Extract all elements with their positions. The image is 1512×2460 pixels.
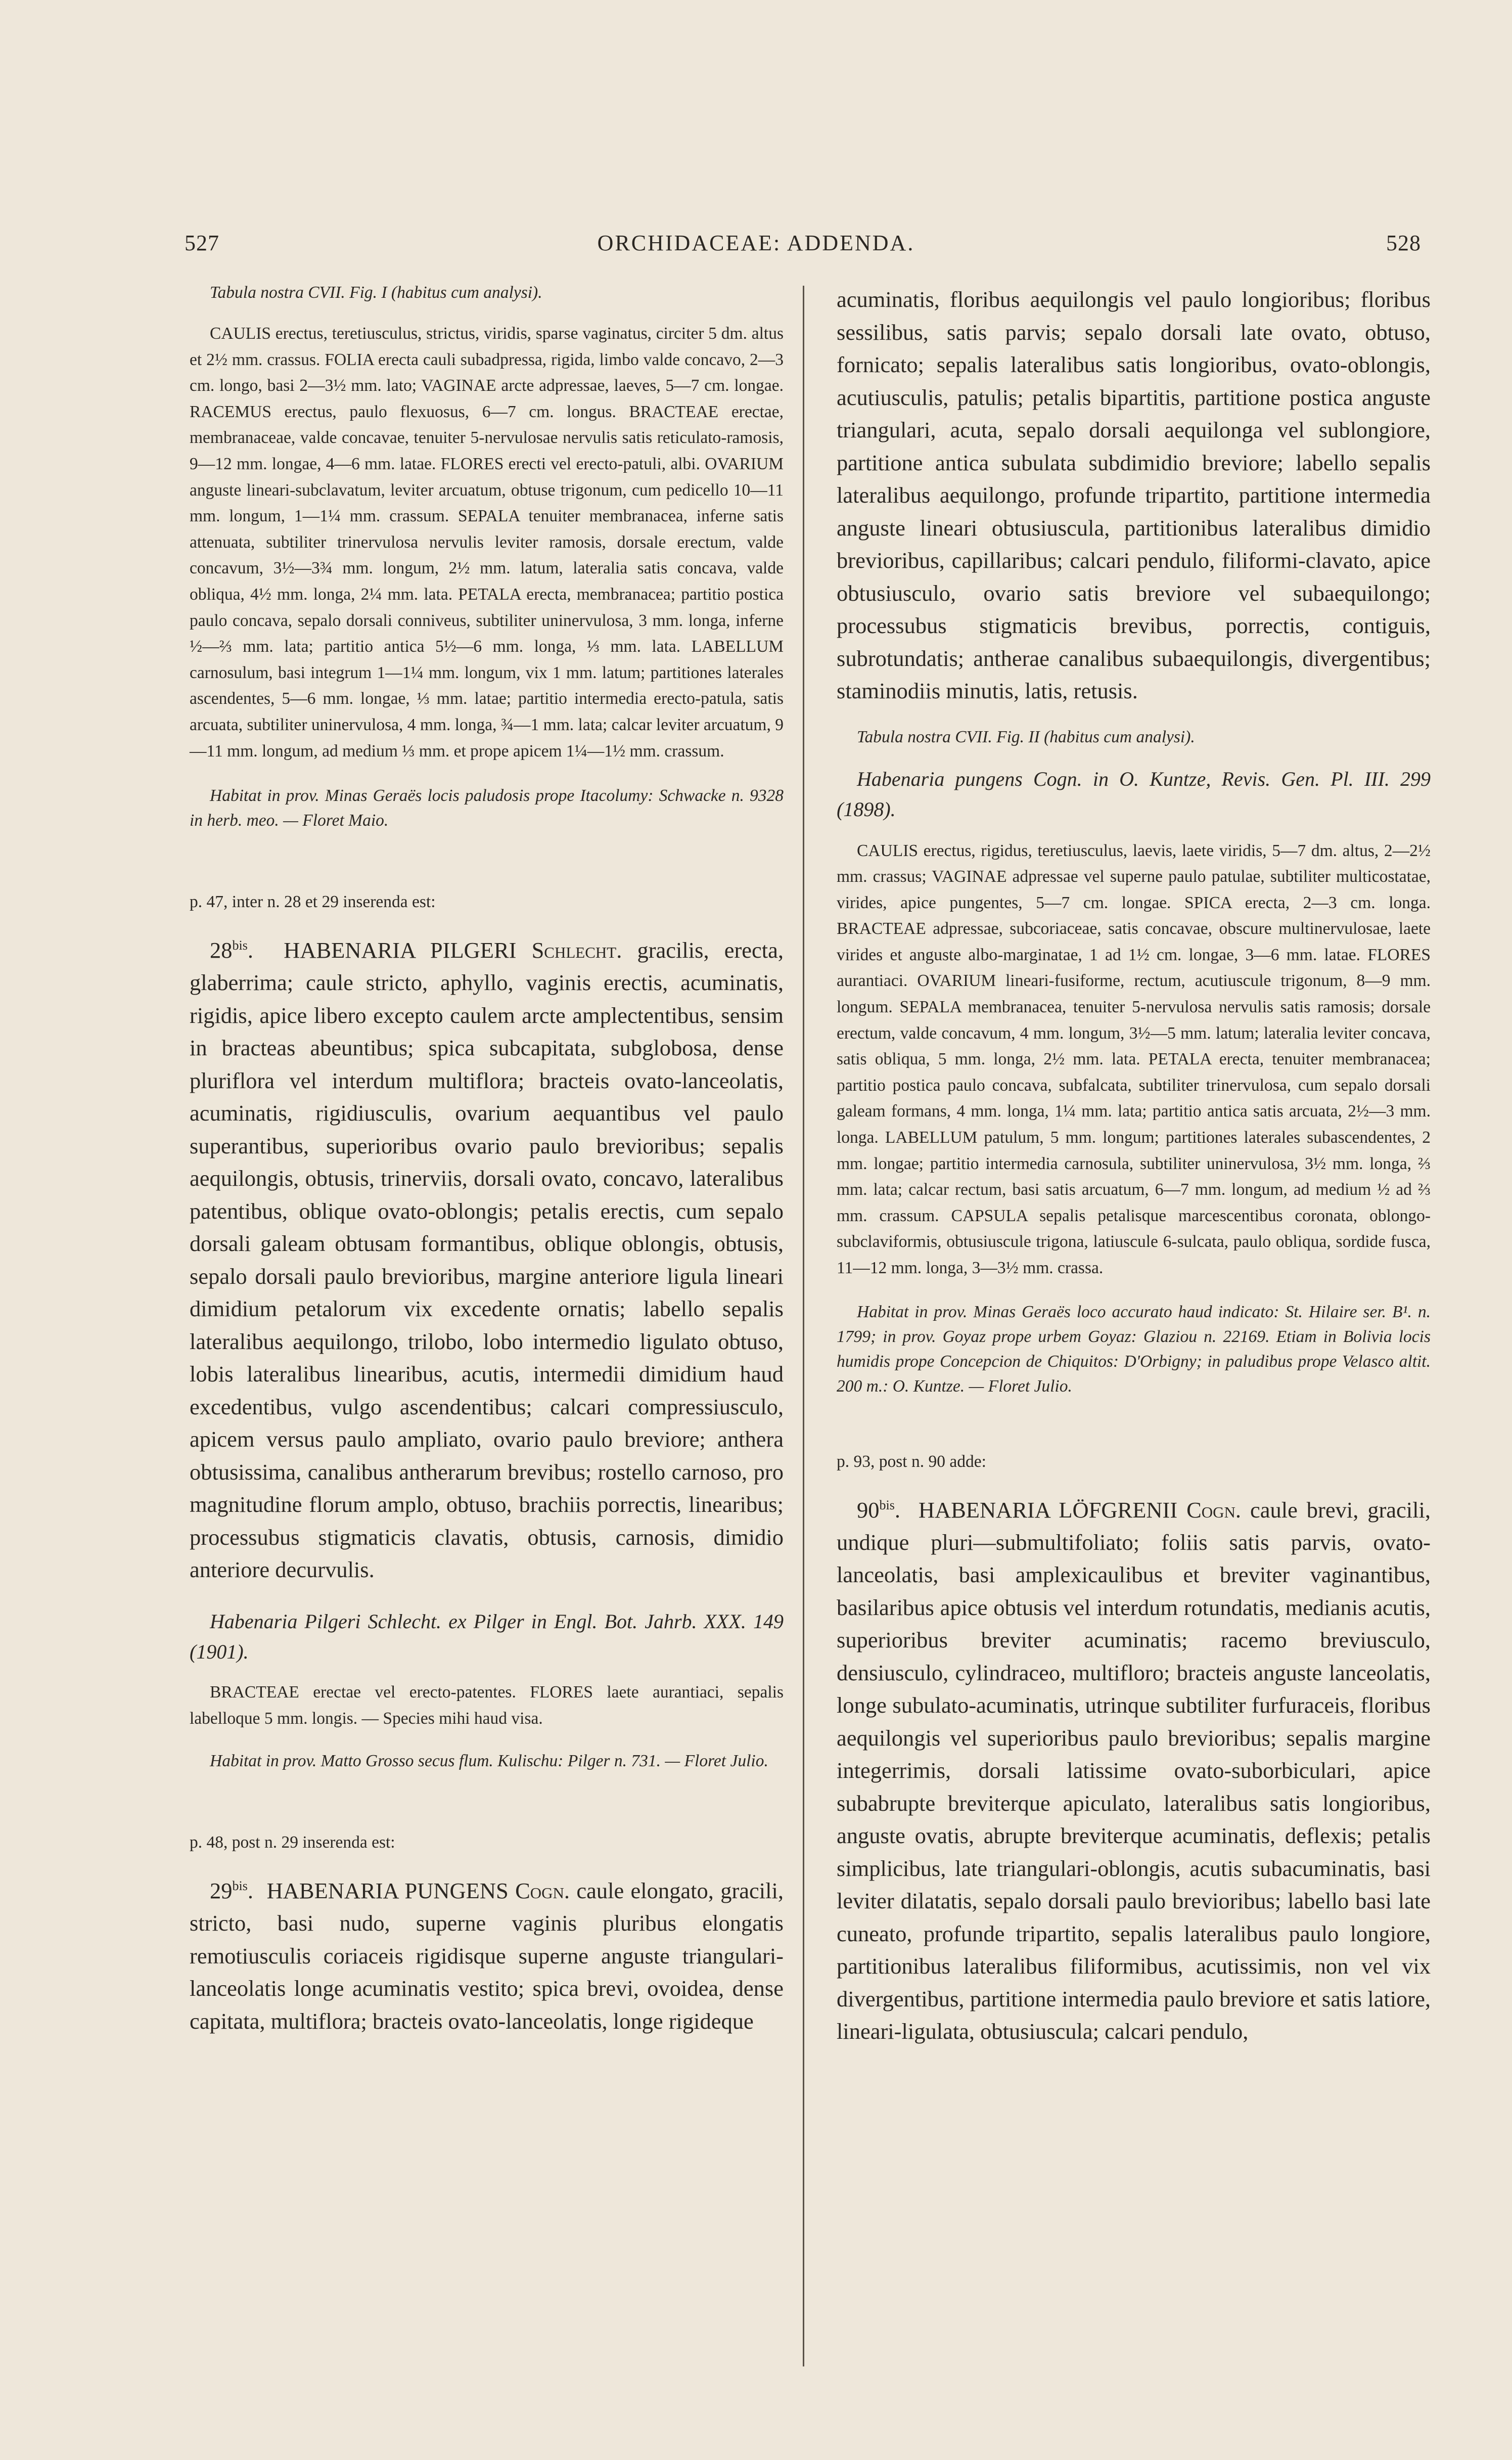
running-title: ORCHIDACEAE: ADDENDA. <box>597 231 915 255</box>
insertion-reference: p. 93, post n. 90 adde: <box>837 1452 986 1471</box>
habitat-note: Habitat in prov. Minas Geraës loco accurato haud indicato: St. Hilaire ser. B¹. n. 1799; in prov. Goyaz prope urbem Goyaz: Glaziou n. 22169. Etiam in Bolivia locis humidis prope Concepcion de Chiquitos: D'Orbigny; in paludibus prope Velasco altit. 200 m.: O. Kuntze. — Floret Julio. <box>837 1302 1431 1396</box>
species-diagnosis: gracilis, erecta, glaberrima; caule stricto, aphyllo, vaginis erectis, acuminatis, rigidis, apice libero excepto caulem arcte amplectentibus, sensim in bracteas abeuntibus; spica subcapitata, subglobosa, dense pluriflora vel interdum multiflora; bracteis ovato-lanceolatis, acuminatis, rigidiusculis, ovarium aequantibus vel paulo superantibus, superioribus ovario paulo brevioribus; sepalis aequilongis, obtusis, trinerviis, dorsali ovato, concavo, lateralibus patentibus, oblique ovato-oblongis; petalis erectis, cum sepalo dorsali galeam obtusam formantibus, oblique oblongis, obtusis, sepalo dorsali paulo brevioribus, margine anteriore ligula lineari dimidium petalorum vix excedente ornatis; labello sepalis lateralibus aequilongo, trilobo, lobo intermedio ligulato obtuso, lobis lateralibus linearibus, acutis, intermedii dimidium haud excedentibus, vulgo ascendentibus; calcari compressiusculo, apicem versus paulo ampliato, ovario paulo breviore; anthera obtusissima, canalibus antherarum brevibus; rostello carnoso, pro magnitudine florum amplo, obtuso, brachiis porrectis, linearibus; processubus stigmaticis clavatis, obtusis, carnosis, dimidio anteriore decurvulis. <box>190 937 784 1583</box>
species-author: Cogn. <box>515 1877 570 1903</box>
species-diagnosis: caule elongato, gracili, stricto, basi nudo, superne vaginis pluribus elongatis remotiusculis coriaceis rigidisque superne anguste triangulari-lanceolatis longe acuminatis vestito; spica brevi, ovoidea, dense capitata, multiflora; bracteis ovato-lanceolatis, longe rigideque <box>190 1877 784 2034</box>
bis-mark: bis <box>879 1497 895 1512</box>
page-number-right: 528 <box>1386 231 1421 255</box>
bis-mark: bis <box>232 1878 248 1894</box>
habitat-note: Habitat in prov. Matto Grosso secus flum. Kulischu: Pilger n. 731. — Floret Julio. <box>210 1752 768 1771</box>
species-entry-pungens: $29^{bis}$. HABENARIA PUNGENS Cogn. caule elongato, gracili, stricto, basi nudo, superne vaginis pluribus elongatis remotiusculis coriaceis rigidisque superne anguste triangulari-lanceolatis longe acuminatis vestito; spica brevi, ovoidea, dense capitata, multiflora; bracteis ovato-lanceolatis, longe rigideque <box>190 1877 784 2034</box>
literature-citation: Habenaria pungens Cogn. in O. Kuntze, Revis. Gen. Pl. III. 299 (1898). <box>837 767 1431 821</box>
column-divider <box>803 286 804 2366</box>
species-name: HABENARIA PILGERI <box>284 937 517 963</box>
description-block: CAULIS erectus, rigidus, teretiusculus, laevis, laete viridis, 5—7 dm. altus, 2—2½ mm. crassus; VAGINAE adpressae vel superne paulo patulae, subtiliter multicostatae, virides, apice pungentes, 5—7 cm. longae. SPICA erecta, 2—3 cm. longa. BRACTEAE adpressae, subcoriaceae, satis concavae, obscure multinervulosae, laete virides et anguste albo-marginatae, 1 ad 1½ cm. longae, 3—6 mm. latae. FLORES aurantiaci. OVARIUM lineari-fusiforme, rectum, acutiuscule trigonum, 8—9 mm. longum. SEPALA membranacea, tenuiter 5-nervulosa nervulis satis ramosis; dorsale erectum, valde concavum, 4 mm. longum, 3½—5 mm. latum; lateralia leviter concava, satis obliqua, 5 mm. longa, 2½ mm. lata. PETALA erecta, tenuiter membranacea; partitio postica paulo concava, subfalcata, subtiliter trinervulosa, cum sepalo dorsali galeam formans, 4 mm. longa, 1¼ mm. lata; partitio antica satis arcuata, 2½—3 mm. longa. LABELLUM patulum, 5 mm. longum; partitiones laterales subascendentes, 2 mm. longae; partitio intermedia carnosula, subtiliter uninervulosa, 3½ mm. longa, ⅔ mm. lata; calcar rectum, basi satis arcuatum, 6—7 mm. longum, ad medium ½ ad ⅔ mm. crassum. CAPSULA sepalis petalisque marcescentibus coronata, oblongo-subclaviformis, obtusiuscule trigona, latiuscule 6-sulcata, paulo obliqua, sordide fusca, 11—12 mm. longa, 3—3½ mm. crassa. <box>837 841 1431 1277</box>
species-author: Schlecht. <box>531 937 622 963</box>
bis-mark: bis <box>232 938 248 953</box>
species-diagnosis: caule brevi, gracili, undique pluri—submultifoliato; foliis satis parvis, ovato-lanceolatis, basi amplexicaulibus et breviter vaginantibus, basilaribus apice obtusis vel interdum rotundatis, medianis acutis, superioribus breviter acuminatis; racemo breviusculo, densiusculo, cylindraceo, multifloro; bracteis anguste lanceolatis, longe subulato-acuminatis, utrinque subtiliter furfuraceis, floribus aequilongis vel superioribus paulo brevioribus; sepalis margine integerrimis, dorsali latissime ovato-suborbiculari, apice subabrupte breviterque apiculato, lateralibus satis longioribus, anguste ovatis, abrupte breviterque acuminatis, deflexis; petalis simplicibus, late triangulari-oblongis, acutis subacuminatis, basi leviter dilatatis, sepalo dorsali paulo brevioribus; labello basi late cuneato, profunde tripartito, sepalis lateralibus paulo longiore, partitionibus lateralibus filiformibus, acutissimis, non vel vix divergentibus, partitione intermedia paulo breviore et satis latiore, lineari-ligulata, obtusiuscula; calcari pendulo, <box>837 1497 1431 2044</box>
plate-reference: Tabula nostra CVII. Fig. II (habitus cum analysi). <box>857 727 1195 746</box>
habitat-note: Habitat in prov. Minas Geraës locis paludosis prope Itacolumy: Schwacke n. 9328 in herb. meo. — Floret Maio. <box>190 786 784 830</box>
insertion-reference: p. 48, post n. 29 inserenda est: <box>190 1833 395 1852</box>
insertion-reference: p. 47, inter n. 28 et 29 inserenda est: <box>190 892 436 912</box>
description-block: BRACTEAE erectae vel erecto-patentes. FLORES laete aurantiaci, sepalis labelloque 5 mm. longis. — Species mihi haud visa. <box>190 1682 784 1728</box>
left-column <box>190 283 784 2037</box>
species-number: 28 <box>210 937 233 963</box>
species-name: HABENARIA PUNGENS <box>266 1877 509 1903</box>
page-number-left: 527 <box>185 231 219 255</box>
right-column <box>837 283 1431 2048</box>
species-author: Cogn. <box>1186 1497 1242 1523</box>
species-entry-lofgrenii: $90^{bis}$. HABENARIA LÖFGRENII Cogn. caule brevi, gracili, undique pluri—submultifoliato; foliis satis parvis, ovato-lanceolatis, basi amplexicaulibus et breviter vaginantibus, basilaribus apice obtusis vel interdum rotundatis, medianis acutis, superioribus breviter acuminatis; racemo breviusculo, densiusculo, cylindraceo, multifloro; bracteis anguste lanceolatis, longe subulato-acuminatis, utrinque subtiliter furfuraceis, floribus aequilongis vel superioribus paulo brevioribus; sepalis margine integerrimis, dorsali latissime ovato-suborbiculari, apice subabrupte breviterque apiculato, lateralibus satis longioribus, anguste ovatis, abrupte breviterque acuminatis, deflexis; petalis simplicibus, late triangulari-oblongis, acutis subacuminatis, basi leviter dilatatis, sepalo dorsali paulo brevioribus; labello basi late cuneato, profunde tripartito, sepalis lateralibus paulo longiore, partitionibus lateralibus filiformibus, acutissimis, non vel vix divergentibus, partitione intermedia paulo breviore et satis latiore, lineari-ligulata, obtusiuscula; calcari pendulo, <box>837 1497 1431 2044</box>
diagnosis-continuation: acuminatis, floribus aequilongis vel paulo longioribus; floribus sessilibus, satis parvis; sepalo dorsali late ovato, obtuso, fornicato; sepalis lateralibus satis longioribus, ovato-oblongis, acutiusculis, patulis; petalis bipartitis, partitione postica anguste triangulari, acuta, sepalo dorsali aequilonga vel sublongiore, partitione antica subulata subdimidio breviore; labello sepalis lateralibus aequilongo, profunde tripartito, partitione intermedia anguste lineari obtusiuscula, partitionibus lateralibus dimidio brevioribus, capillaribus; calcari pendulo, filiformi-clavato, apice obtusiusculo, ovario satis breviore vel subaequilongo; processubus stigmaticis brevibus, porrectis, contiguis, subrotundatis; antherae canalibus subaequilongis, divergentibus; staminodiis minutis, latis, retusis. <box>837 287 1431 703</box>
species-number: 29 <box>210 1877 233 1903</box>
species-name: HABENARIA LÖFGRENII <box>918 1497 1178 1523</box>
literature-citation: Habenaria Pilgeri Schlecht. ex Pilger in Engl. Bot. Jahrb. XXX. 149 (1901). <box>190 1609 784 1663</box>
description-block: CAULIS erectus, teretiusculus, strictus, viridis, sparse vaginatus, circiter 5 dm. altus et 2½ mm. crassus. FOLIA erecta cauli subadpressa, rigida, limbo valde concavo, 2—3 cm. longo, basi 2—3½ mm. lato; VAGINAE arcte adpressae, laeves, 5—7 cm. longae. RACEMUS erectus, paulo flexuosus, 6—7 cm. longus. BRACTEAE erectae, membranaceae, valde concavae, tenuiter 5-nervulosae nervulis satis reticulato-ramosis, 9—12 mm. longae, 4—6 mm. latae. FLORES erecti vel erecto-patuli, albi. OVARIUM anguste lineari-subclavatum, leviter arcuatum, obtuse trigonum, cum pedicello 10—11 mm. longum, 1—1¼ mm. crassum. SEPALA tenuiter membranacea, inferne satis attenuata, subtiliter trinervulosa nervulis leviter ramosis, dorsale erectum, valde concavum, 3½—3¾ mm. longum, 2½ mm. latum, lateralia satis concava, valde obliqua, 4½ mm. longa, 2¼ mm. lata. PETALA erecta, membranacea; partitio postica paulo concava, sepalo dorsali conniveus, subtiliter uninervulosa, 3 mm. longa, inferne ½—⅔ mm. lata; partitio antica 5½—6 mm. longa, ⅓ mm. lata. LABELLUM carnosulum, basi integrum 1—1¼ mm. longum, vix 1 mm. latum; partitiones laterales ascendentes, 5—6 mm. longae, ⅓ mm. latae; partitio intermedia erecto-patula, satis arcuata, subtiliter uninervulosa, 4 mm. longa, ¾—1 mm. lata; calcar leviter arcuatum, 9—11 mm. longum, ad medium ⅓ mm. et prope apicem 1¼—1½ mm. crassum. <box>190 324 784 761</box>
species-number: 90 <box>857 1497 880 1523</box>
plate-reference: Tabula nostra CVII. Fig. I (habitus cum analysi). <box>210 283 542 302</box>
species-entry-pilgeri: $28^{bis}$. HABENARIA PILGERI Schlecht. gracilis, erecta, glaberrima; caule stricto, aphyllo, vaginis erectis, acuminatis, rigidis, apice libero excepto caulem arcte amplectentibus, sensim in bracteas abeuntibus; spica subcapitata, subglobosa, dense pluriflora vel interdum multiflora; bracteis ovato-lanceolatis, acuminatis, rigidiusculis, ovarium aequantibus vel paulo superantibus, superioribus ovario paulo brevioribus; sepalis aequilongis, obtusis, trinerviis, dorsali ovato, concavo, lateralibus patentibus, oblique ovato-oblongis; petalis erectis, cum sepalo dorsali galeam obtusam formantibus, oblique oblongis, obtusis, sepalo dorsali paulo brevioribus, margine anteriore ligula lineari dimidium petalorum vix excedente ornatis; labello sepalis lateralibus aequilongo, trilobo, lobo intermedio ligulato obtuso, lobis lateralibus linearibus, acutis, intermedii dimidium haud excedentibus, vulgo ascendentibus; calcari compressiusculo, apicem versus paulo ampliato, ovario paulo breviore; anthera obtusissima, canalibus antherarum brevibus; rostello carnoso, pro magnitudine florum amplo, obtuso, brachiis porrectis, linearibus; processubus stigmaticis clavatis, obtusis, carnosis, dimidio anteriore decurvulis. <box>190 937 784 1583</box>
